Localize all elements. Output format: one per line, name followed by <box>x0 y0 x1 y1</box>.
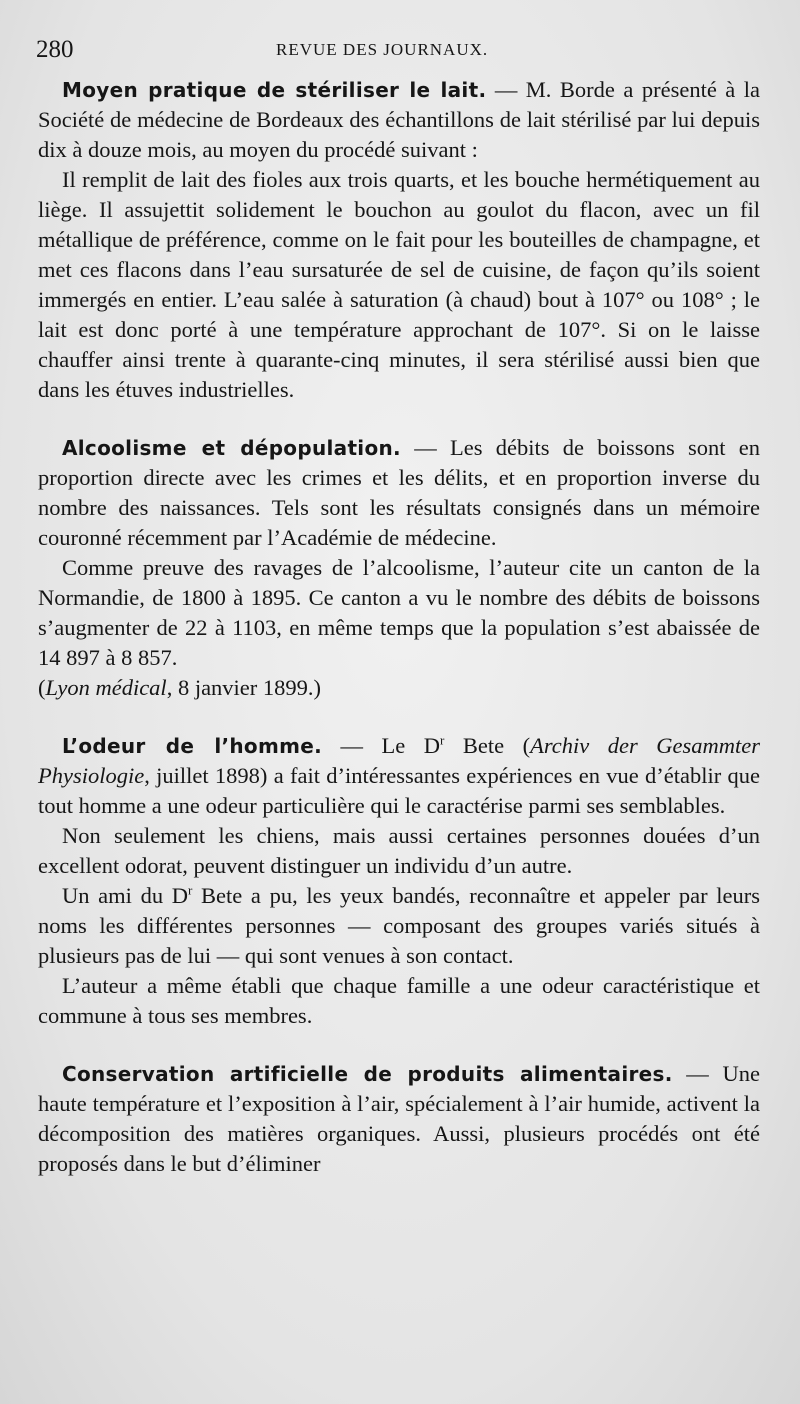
article-citation <box>38 673 760 703</box>
article-paragraph: Comme preuve des ravages de l’alcoolisme, l’auteur cite un canton de la Normandie, de 1800 à 1895. Ce canton a vu le nombre des débits de boissons s’augmenter de 22 à 1103, en même temps que la population s’est abaissée de 14 897 à 8 857. <box>38 555 760 670</box>
article-lead <box>38 75 760 165</box>
article-title: Conservation artificielle de produits alimentaires. <box>62 1062 673 1086</box>
friend-before: Un ami du D <box>62 883 188 908</box>
doctor-abbrev-sup: r <box>188 882 193 898</box>
article-sterilisation <box>38 75 760 405</box>
citation-date: , 8 janvier 1899.) <box>166 675 322 700</box>
doctor-abbrev-sup: r <box>440 732 445 748</box>
citation-open: ( <box>38 675 46 700</box>
lead-source: Archiv der Gesammter Physiologie <box>38 733 761 788</box>
page-body <box>38 75 760 1179</box>
article-lead <box>38 433 760 553</box>
article-title: Alcoolisme et dépopulation. <box>62 436 401 460</box>
article-paragraph: Il remplit de lait des fioles aux trois quarts, et les bouche hermétiquement au liège. Il assujettit solidement le bouchon au goulot du flacon, avec un fil métallique de préférence, comme on le fait pour les bouteilles de champagne, et met ces flacons dans l’eau sursaturée de sel de cuisine, de façon qu’ils soient immergés en entier. L’eau salée à saturation (à chaud) bout à 107° ou 108° ; le lait est donc porté à une température approchant de 107°. Si on le laisse chauffer ainsi trente à quarante-cinq minutes, il sera stérilisé aussi bien que dans les étuves industrielles. <box>38 167 760 402</box>
article-lead-text: — Les débits de boissons sont en proportion directe avec les crimes et les délits, et en proportion inverse du nombre des naissances. Tels sont les résultats consignés dans un mémoire couronné récemment par l’Académie de médecine. <box>38 435 760 550</box>
friend-after: Bete a pu, les yeux bandés, reconnaître et appeler par leurs noms les différentes personnes — composant des groupes variés situés à plusieurs pas de lui — qui sont venues à son contact. <box>38 883 760 968</box>
article-odeur <box>38 731 760 1031</box>
running-head <box>36 36 764 66</box>
journal-title: REVUE DES JOURNAUX. <box>276 40 489 59</box>
article-title: Moyen pratique de stériliser le lait. <box>62 78 487 102</box>
article-lead <box>38 1059 760 1179</box>
lead-part: — Le D <box>322 733 441 758</box>
lead-name: Bete ( <box>444 733 531 758</box>
article-alcoolisme <box>38 433 760 703</box>
article-title: L’odeur de l’homme. <box>62 734 323 758</box>
article-lead-text: — Une haute température et l’exposition à l’air, spécialement à l’air humide, activent la décomposition des matières organiques. Aussi, plusieurs procédés ont été proposés dans le but d’éliminer <box>38 1061 760 1176</box>
article-paragraph: Non seulement les chiens, mais aussi certaines personnes douées d’un excellent odorat, peuvent distinguer un individu d’un autre. <box>38 823 760 878</box>
article-paragraph <box>38 881 760 971</box>
article-paragraph: L’auteur a même établi que chaque famille a une odeur caractéristique et commune à tous ses membres. <box>38 973 760 1028</box>
article-conservation <box>38 1059 760 1179</box>
lead-rest: , juillet 1898) a fait d’intéressantes expériences en vue d’établir que tout homme a une odeur particulière qui le caractérise parmi ses semblables. <box>38 763 760 818</box>
article-lead-text: — M. Borde a présenté à la Société de médecine de Bordeaux des échantillons de lait stérilisé par lui depuis dix à douze mois, au moyen du procédé suivant : <box>38 77 760 162</box>
article-lead <box>38 731 760 821</box>
citation-source: Lyon médical <box>45 675 167 700</box>
page-number: 280 <box>36 36 74 63</box>
